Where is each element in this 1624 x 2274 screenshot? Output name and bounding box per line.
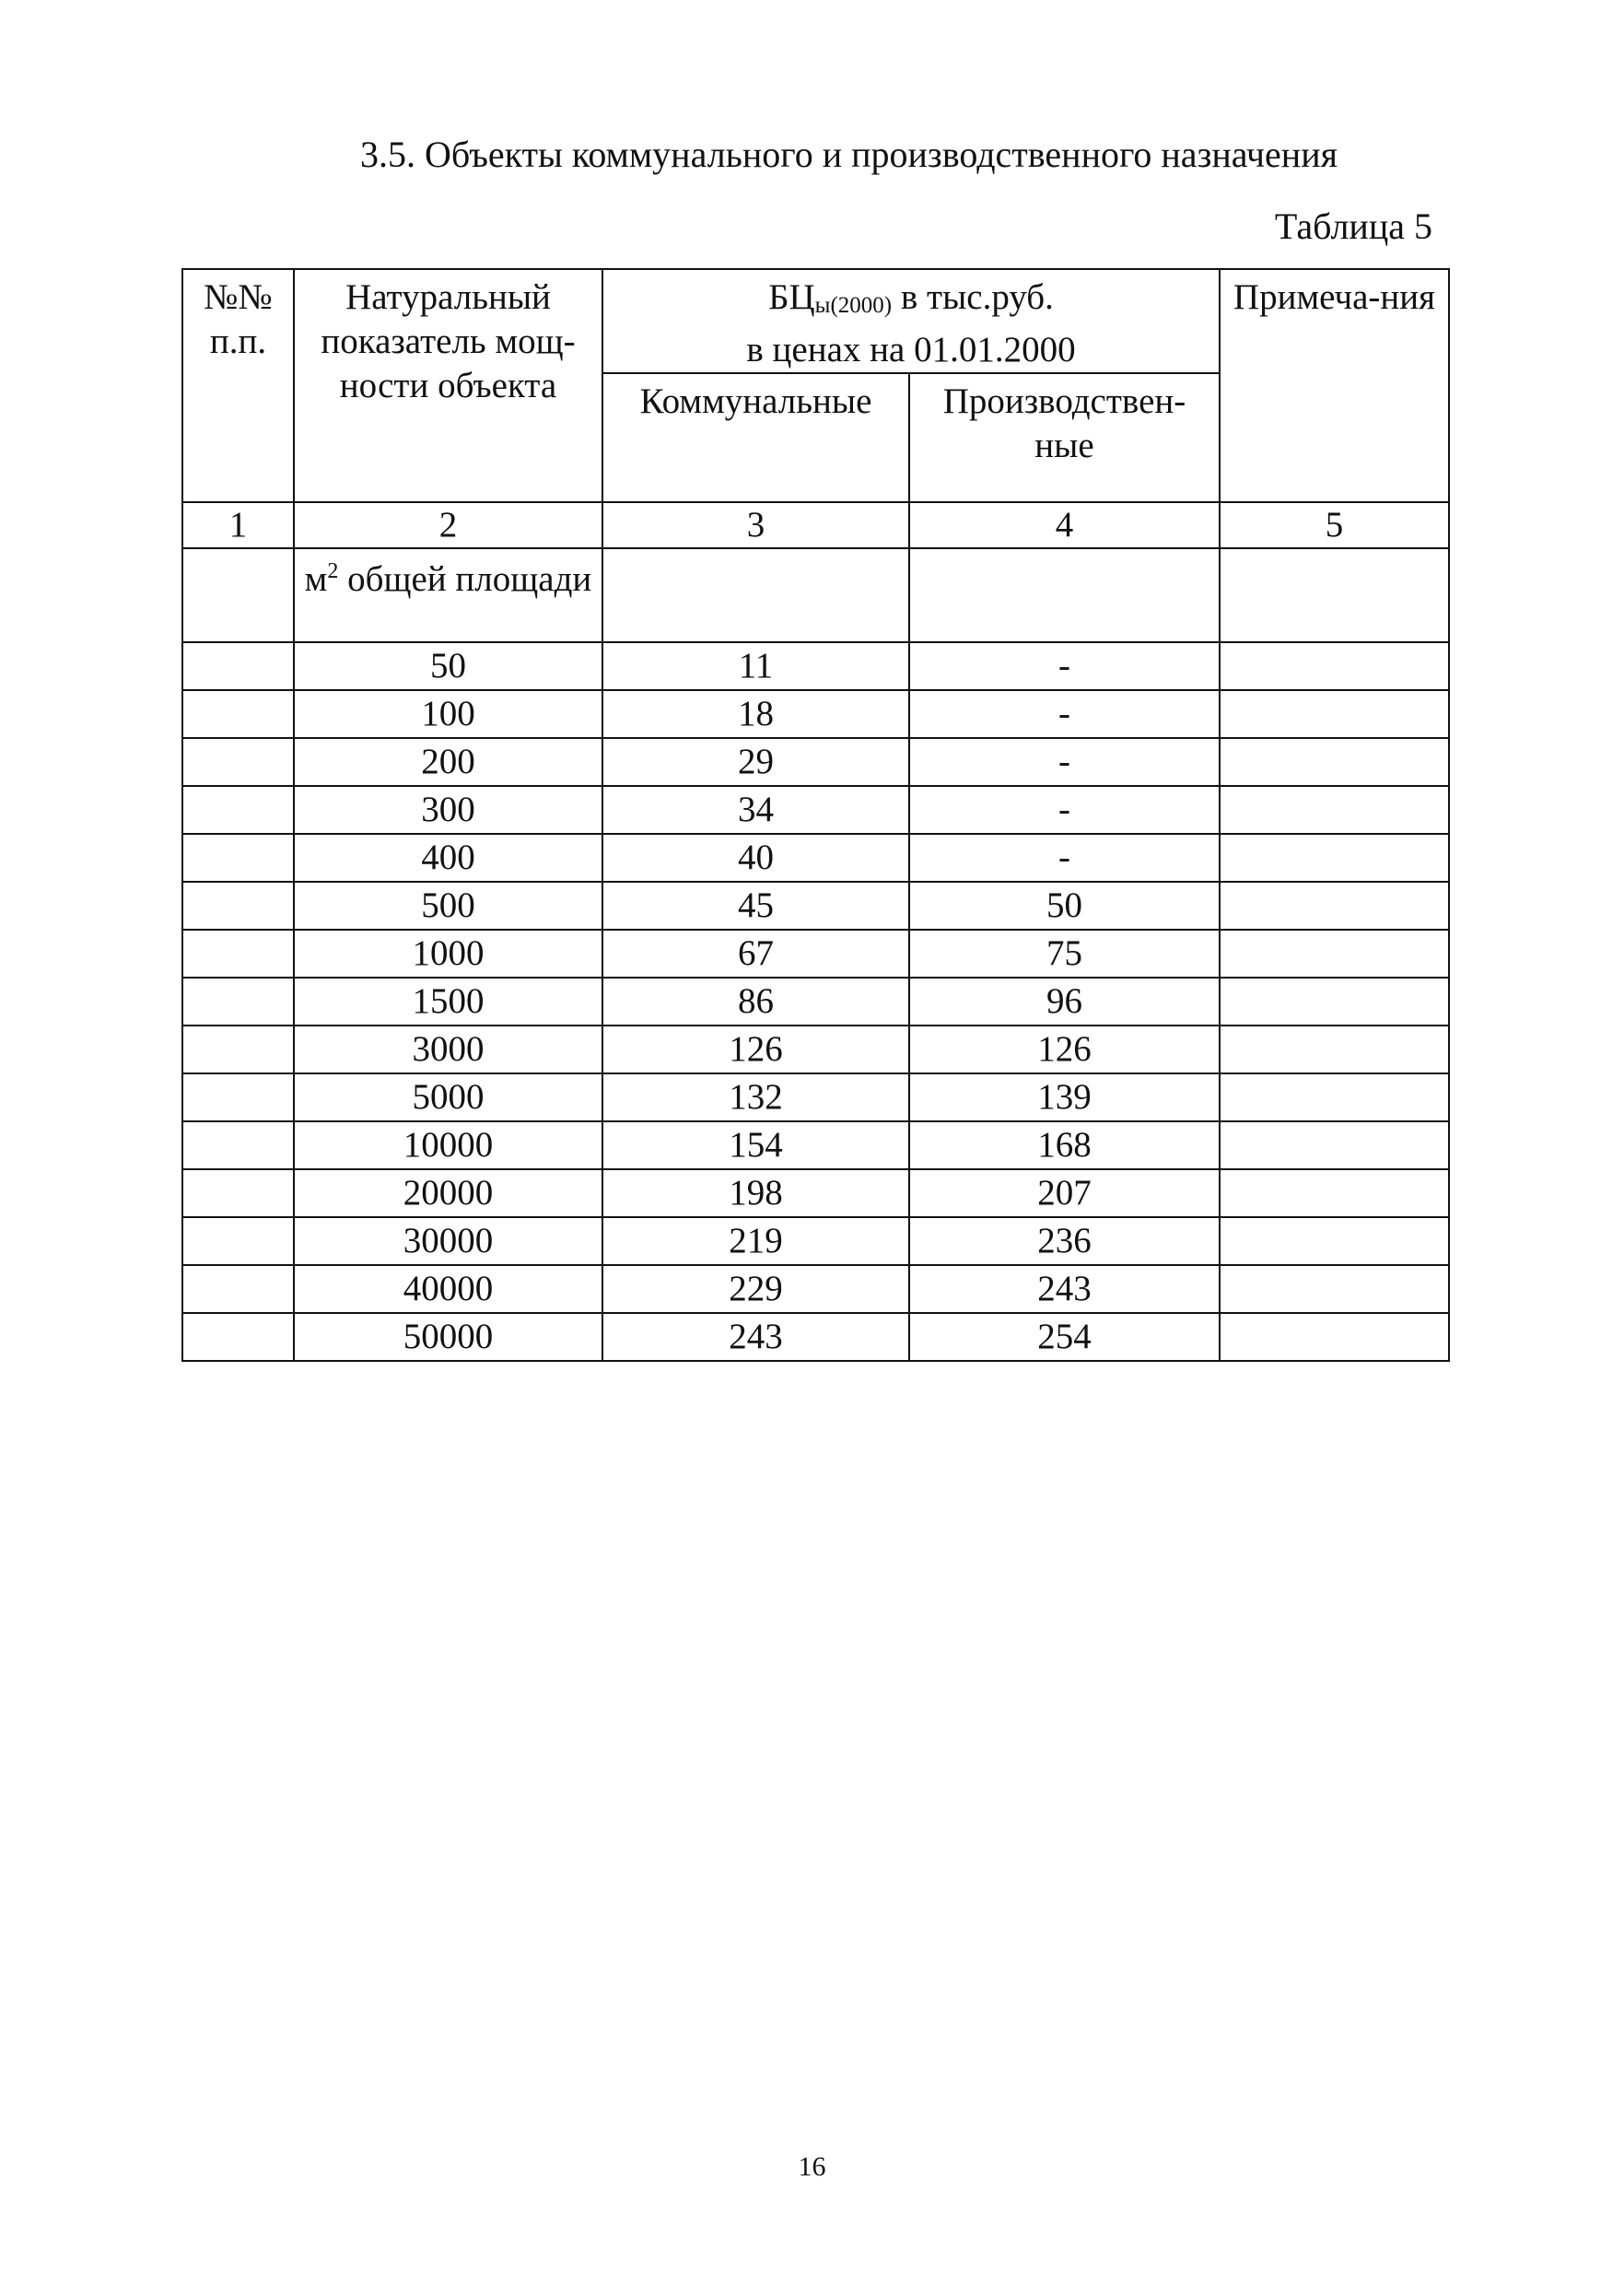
capacity-cell: 1500 (294, 978, 602, 1026)
row-number-cell (182, 834, 294, 882)
communal-cell: 229 (602, 1265, 909, 1313)
industrial-cell: 126 (909, 1026, 1220, 1073)
industrial-cell: 207 (909, 1169, 1220, 1217)
header-notes: Примеча-ния (1220, 269, 1449, 502)
notes-cell (1220, 1121, 1449, 1169)
header-capacity: Натуральный показатель мощ-ности объекта (294, 269, 602, 502)
notes-cell (1220, 1026, 1449, 1073)
page-number: 16 (798, 2151, 826, 2182)
table-row (182, 786, 1449, 834)
row-number-cell (182, 930, 294, 978)
notes-cell (1220, 738, 1449, 786)
column-number-row (182, 502, 1449, 548)
table-row (182, 1313, 1449, 1361)
notes-cell (1220, 1265, 1449, 1313)
industrial-cell: 50 (909, 882, 1220, 930)
industrial-cell: 139 (909, 1073, 1220, 1121)
communal-cell: 219 (602, 1217, 909, 1265)
header-group-suffix: в тыс.руб. (900, 277, 1054, 317)
column-number: 4 (909, 502, 1220, 548)
notes-cell (1220, 1313, 1449, 1361)
communal-cell: 243 (602, 1313, 909, 1361)
notes-cell (1220, 1169, 1449, 1217)
unit-row (182, 548, 1449, 642)
capacity-cell: 5000 (294, 1073, 602, 1121)
column-number: 5 (1220, 502, 1449, 548)
industrial-cell: - (909, 834, 1220, 882)
header-group-prefix: БЦ (768, 277, 815, 317)
row-number-cell (182, 738, 294, 786)
communal-cell: 67 (602, 930, 909, 978)
row-number-cell (182, 1026, 294, 1073)
table-row (182, 690, 1449, 738)
notes-cell (1220, 978, 1449, 1026)
row-number-cell (182, 1313, 294, 1361)
row-number-cell (182, 1217, 294, 1265)
industrial-cell: - (909, 690, 1220, 738)
row-number-cell (182, 786, 294, 834)
data-table (181, 268, 1450, 1362)
industrial-cell: 96 (909, 978, 1220, 1026)
header-group-subscript: ы(2000) (814, 293, 893, 318)
header-communal: Коммунальные (602, 373, 909, 502)
table-row (182, 642, 1449, 690)
communal-cell: 45 (602, 882, 909, 930)
communal-cell: 154 (602, 1121, 909, 1169)
communal-cell: 198 (602, 1169, 909, 1217)
notes-cell (1220, 1217, 1449, 1265)
row-number-cell (182, 882, 294, 930)
table-row (182, 1217, 1449, 1265)
row-number-cell (182, 978, 294, 1026)
industrial-cell: - (909, 738, 1220, 786)
table-row (182, 930, 1449, 978)
capacity-cell: 50 (294, 642, 602, 690)
header-industrial: Производствен-ные (909, 373, 1220, 502)
industrial-cell: 168 (909, 1121, 1220, 1169)
industrial-cell: 75 (909, 930, 1220, 978)
unit-row-empty-1 (182, 548, 294, 642)
header-group-line2: в ценах на 01.01.2000 (746, 330, 1076, 369)
capacity-cell: 10000 (294, 1121, 602, 1169)
communal-cell: 132 (602, 1073, 909, 1121)
notes-cell (1220, 642, 1449, 690)
notes-cell (1220, 930, 1449, 978)
capacity-cell: 400 (294, 834, 602, 882)
communal-cell: 34 (602, 786, 909, 834)
capacity-cell: 500 (294, 882, 602, 930)
table-row (182, 1265, 1449, 1313)
notes-cell (1220, 1073, 1449, 1121)
industrial-cell: 236 (909, 1217, 1220, 1265)
table-row (182, 1121, 1449, 1169)
capacity-cell: 3000 (294, 1026, 602, 1073)
table-row (182, 882, 1449, 930)
notes-cell (1220, 690, 1449, 738)
communal-cell: 18 (602, 690, 909, 738)
communal-cell: 29 (602, 738, 909, 786)
unit-label: $м^2$ общей площади (294, 548, 602, 642)
row-number-cell (182, 690, 294, 738)
table-row (182, 738, 1449, 786)
unit-row-empty-5 (1220, 548, 1449, 642)
capacity-cell: 100 (294, 690, 602, 738)
table-row (182, 1073, 1449, 1121)
capacity-cell: 1000 (294, 930, 602, 978)
capacity-cell: 200 (294, 738, 602, 786)
industrial-cell: - (909, 642, 1220, 690)
header-number: №№ п.п. (182, 269, 294, 502)
industrial-cell: - (909, 786, 1220, 834)
row-number-cell (182, 642, 294, 690)
row-number-cell (182, 1073, 294, 1121)
capacity-cell: 40000 (294, 1265, 602, 1313)
table-row (182, 1026, 1449, 1073)
communal-cell: 126 (602, 1026, 909, 1073)
notes-cell (1220, 882, 1449, 930)
notes-cell (1220, 834, 1449, 882)
capacity-cell: 300 (294, 786, 602, 834)
notes-cell (1220, 786, 1449, 834)
unit-row-empty-4 (909, 548, 1220, 642)
row-number-cell (182, 1169, 294, 1217)
row-number-cell (182, 1121, 294, 1169)
capacity-cell: 30000 (294, 1217, 602, 1265)
communal-cell: 86 (602, 978, 909, 1026)
industrial-cell: 243 (909, 1265, 1220, 1313)
table-row (182, 834, 1449, 882)
communal-cell: 40 (602, 834, 909, 882)
table-row (182, 1169, 1449, 1217)
column-number: 1 (182, 502, 294, 548)
industrial-cell: 254 (909, 1313, 1220, 1361)
communal-cell: 11 (602, 642, 909, 690)
row-number-cell (182, 1265, 294, 1313)
unit-row-empty-3 (602, 548, 909, 642)
column-number: 3 (602, 502, 909, 548)
capacity-cell: 20000 (294, 1169, 602, 1217)
column-number: 2 (294, 502, 602, 548)
table-row (182, 978, 1449, 1026)
section-heading: 3.5. Объекты коммунального и производственного назначения (359, 134, 1338, 175)
table-label: Таблица 5 (1274, 205, 1432, 247)
capacity-cell: 50000 (294, 1313, 602, 1361)
header-base-price-group (602, 269, 1220, 373)
